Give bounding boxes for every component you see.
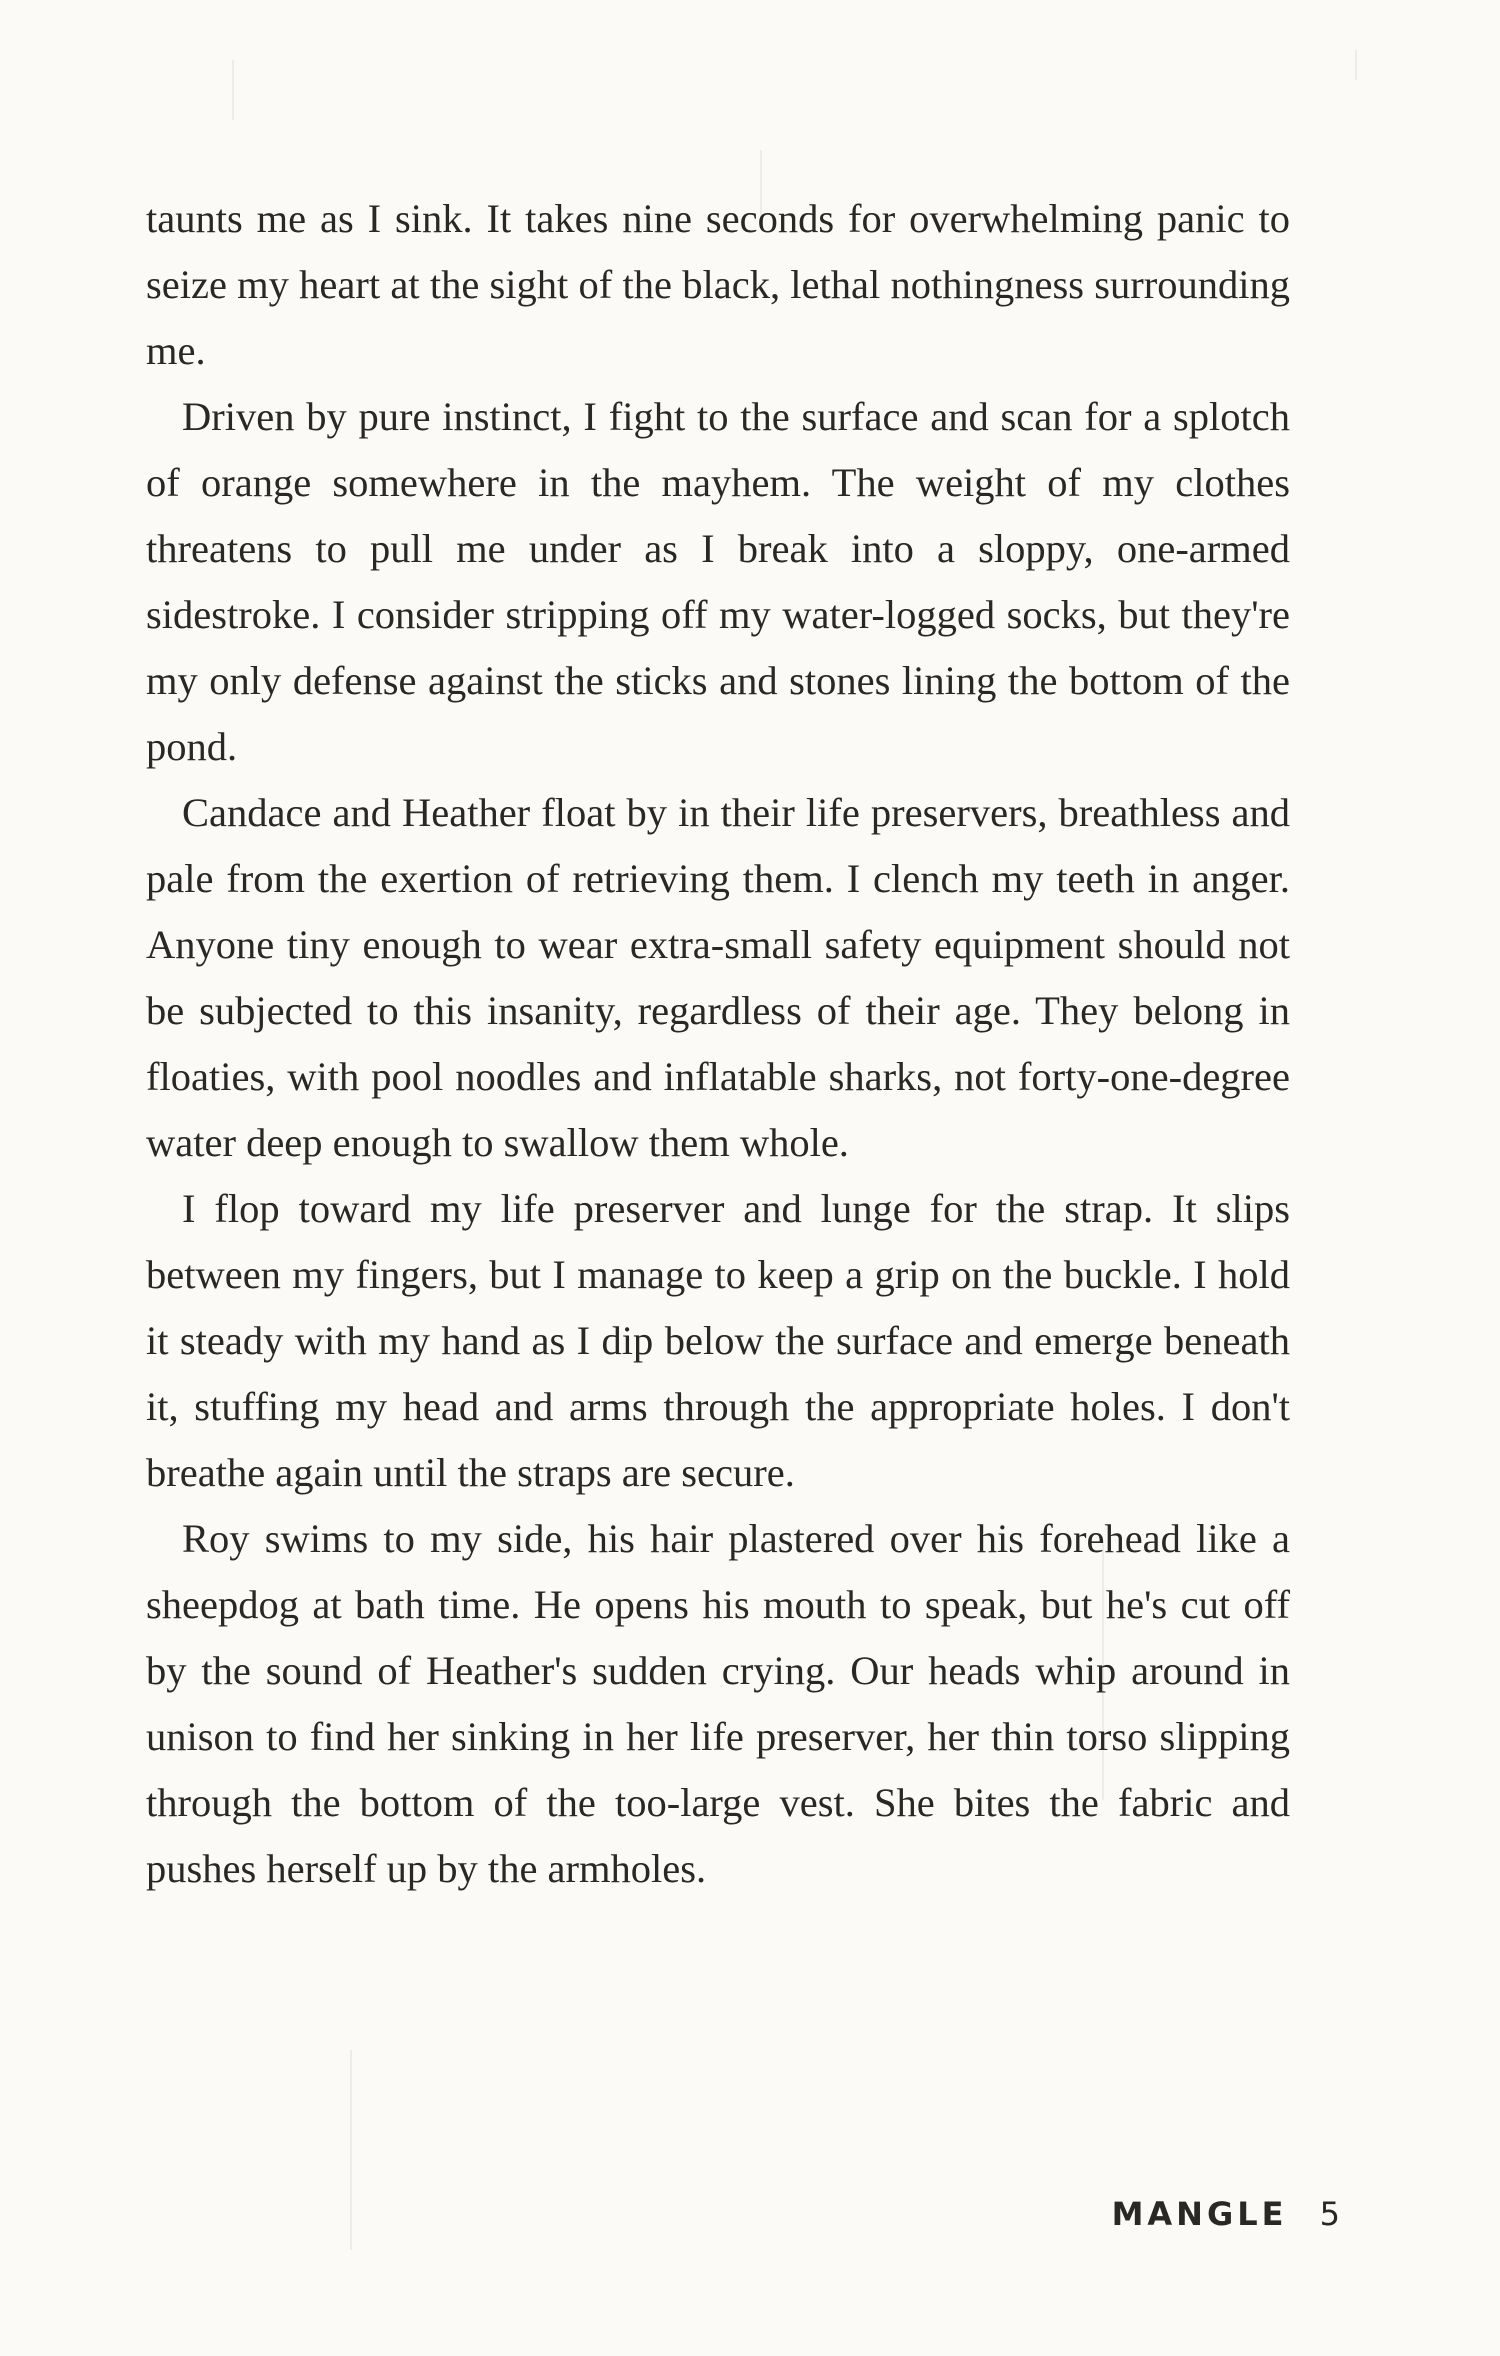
- paragraph: Driven by pure instinct, I fight to the surface and scan for a splotch of orange somewhere in the mayhem. The weight of my clothes threatens to pull me under as I break into a sloppy, one-armed sidestroke. I consider stripping off my water-logged socks, but they're my only defense against the sticks and stones lining the bottom of the pond.: [146, 394, 1290, 769]
- paragraph: Roy swims to my side, his hair plastered over his forehead like a sheepdog at bath time. He opens his mouth to speak, but he's cut off by the sound of Heather's sudden crying. Our heads whip around in unison to find her sinking in her life preserver, her thin torso slipping through the bottom of the too-large vest. She bites the fabric and pushes herself up by the armholes.: [146, 1516, 1290, 1891]
- page-footer: [1112, 2194, 1340, 2234]
- body-text: [146, 186, 1290, 1902]
- paper-crease-mark: [350, 2050, 352, 2250]
- paragraph: Candace and Heather float by in their life preservers, breathless and pale from the exertion of retrieving them. I clench my teeth in anger. Anyone tiny enough to wear extra-small safety equipment should not be subjected to this insanity, regardless of their age. They belong in floaties, with pool noodles and inflatable sharks, not forty-one-degree water deep enough to swallow them whole.: [146, 790, 1290, 1165]
- paper-crease-mark: [1355, 50, 1357, 80]
- running-title: MANGLE: [1111, 2195, 1288, 2233]
- page-number: 5: [1319, 2195, 1340, 2233]
- paragraph: I flop toward my life preserver and lunge for the strap. It slips between my fingers, but I manage to keep a grip on the buckle. I hold it steady with my hand as I dip below the surface and emerge beneath it, stuffing my head and arms through the appropriate holes. I don't breathe again until the straps are secure.: [146, 1186, 1290, 1495]
- paper-crease-mark: [232, 60, 234, 120]
- paragraph: taunts me as I sink. It takes nine seconds for overwhelming panic to seize my heart at the sight of the black, lethal nothingness surrounding me.: [146, 196, 1290, 373]
